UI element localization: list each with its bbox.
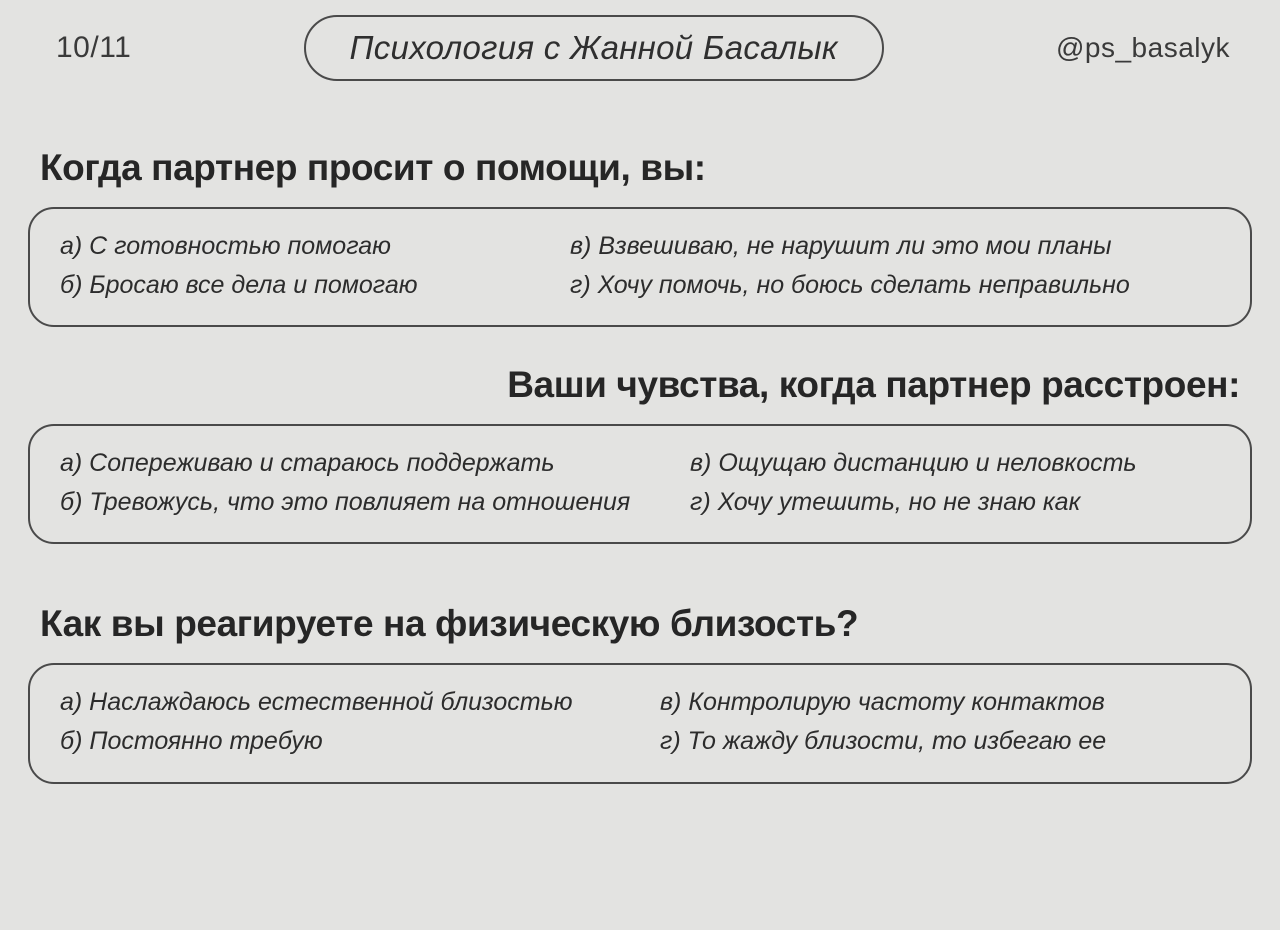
answer-option[interactable]: а) Наслаждаюсь естественной близостью — [60, 688, 573, 717]
question-text-2: Ваши чувства, когда партнер расстроен: — [507, 364, 1240, 406]
answers-box-2 — [28, 424, 1252, 545]
answer-option[interactable]: а) С готовностью помогаю — [60, 231, 391, 260]
answer-option[interactable]: г) То жажду близости, то избегаю ее — [660, 727, 1107, 756]
answer-option[interactable]: г) Хочу утешить, но не знаю как — [690, 488, 1081, 517]
answer-option[interactable]: б) Бросаю все дела и помогаю — [60, 270, 418, 299]
answers-column-right-1 — [570, 231, 1220, 302]
page-counter: 10/11 — [56, 31, 132, 64]
answers-column-left-2 — [60, 448, 690, 519]
question-block-2 — [28, 365, 1252, 544]
question-text-1: Когда партнер просит о помощи, вы: — [40, 147, 706, 188]
slide-header — [28, 0, 1252, 96]
answer-option[interactable]: в) Ощущаю дистанцию и неловкость — [690, 448, 1137, 477]
page-title: Психология с Жанной Басалык — [304, 15, 884, 81]
question-block-3 — [28, 604, 1252, 783]
answers-column-right-2 — [690, 448, 1220, 519]
answer-option[interactable]: в) Взвешиваю, не нарушит ли это мои планы — [570, 231, 1112, 260]
question-text-3: Как вы реагируете на физическую близость? — [40, 603, 859, 645]
answers-column-left-1 — [60, 231, 570, 302]
answer-option[interactable]: б) Постоянно требую — [60, 727, 323, 756]
answers-column-right-3 — [660, 687, 1220, 758]
author-handle: @ps_basalyk — [1055, 32, 1230, 63]
answer-option[interactable]: в) Контролирую частоту контактов — [660, 688, 1105, 717]
answer-option[interactable]: г) Хочу помочь, но боюсь сделать неправильно — [570, 270, 1130, 299]
answers-column-left-3 — [60, 687, 660, 758]
answer-option[interactable]: а) Сопереживаю и стараюсь поддержать — [60, 448, 555, 477]
answers-box-3 — [28, 663, 1252, 784]
answers-box-1 — [28, 207, 1252, 328]
answer-option[interactable]: б) Тревожусь, что это повлияет на отношения — [60, 488, 631, 517]
question-block-1 — [28, 148, 1252, 327]
